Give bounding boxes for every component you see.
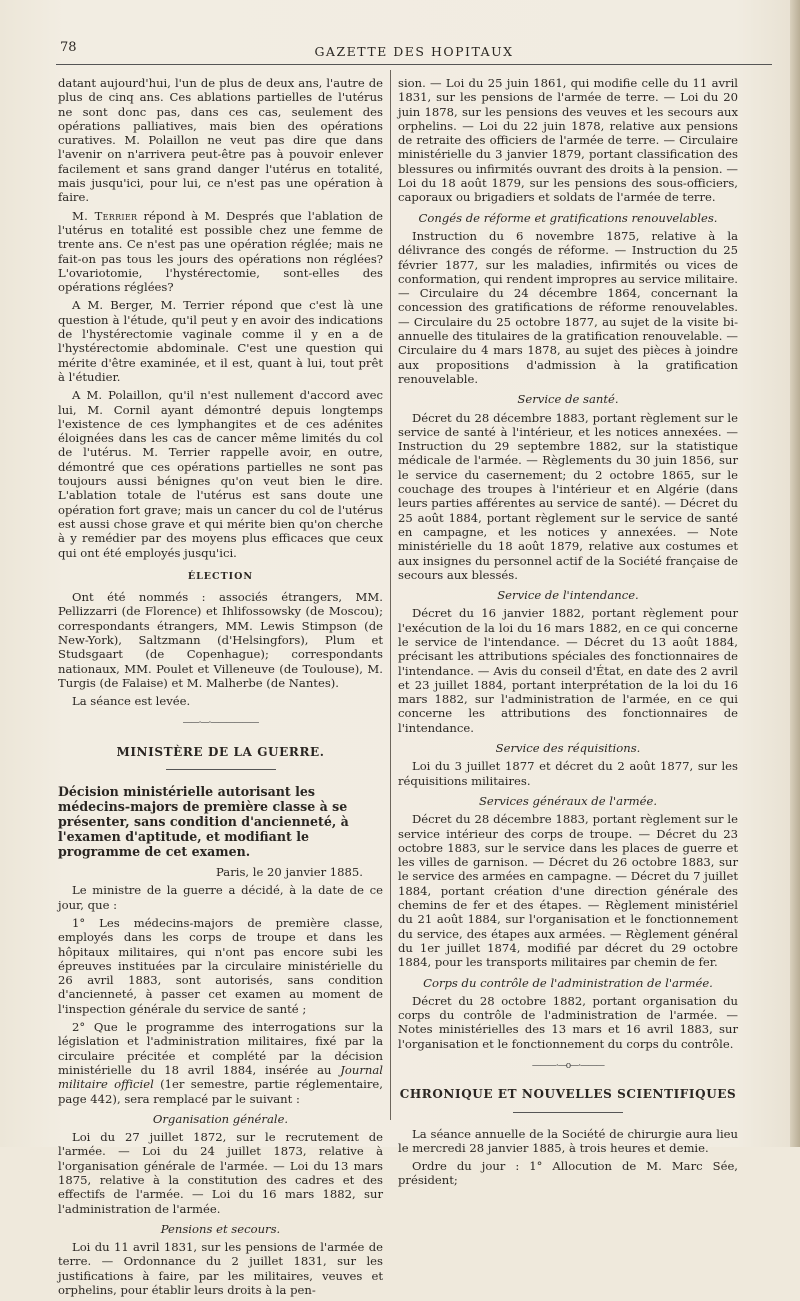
decision-title: Décision ministérielle autorisant les médecins-majors de première classe à se présenter, sans condition d'ancienneté, à l'examen d'aptitude, et modifiant le programme de cet examen. [58, 784, 349, 860]
paragraph: Décret du 28 décembre 1883, portant règlement sur le service de santé à l'intérieur, et les notices annexées. — Instruction du 29 septembre 1882, sur la statistique médicale de l'armée. — Règlements du 30 juin 1856, sur le service du casernement; du 2 octobre 1865, sur le couchage des troupes à l'intérieur et en Algérie (dans leurs parties afférentes au service de santé). — Décret du 25 août 1884, portant règlement sur le service de santé en campagne, et les notices y annexées. — Note ministérielle du 18 août 1879, relative aux costumes et aux insignes du personnel actif de la Société française de secours aux blessés. [398, 410, 738, 582]
paragraph [58, 1020, 383, 1106]
rule [166, 769, 276, 770]
paragraph: Ordre du jour : 1° Allocution de M. Marc Sée, président; [398, 1159, 738, 1188]
paragraph: La séance est levée. [72, 694, 191, 709]
subsection-heading: Organisation générale. [152, 1111, 289, 1126]
page-header [56, 38, 772, 65]
paragraph: A M. Berger, M. Terrier répond que c'est là une question à l'étude, qu'il peut y en avoir des indications de l'hystérectomie vaginale comme il y en a de l'hystérectomie abdominale. C'est une question qui mérite d'être examinée, et il est, quant à lui, tout prêt à l'étudier. [58, 298, 383, 384]
chronicle-title: CHRONIQUE ET NOUVELLES SCIENTIFIQUES [399, 1087, 737, 1102]
ornament-divider: ——·—·—————— [182, 718, 259, 729]
paragraph: Instruction du 6 novembre 1875, relative à la délivrance des congés de réforme. — Instruction du 25 février 1877, sur les maladies, infirmités ou vices de conformation, qui rendent impropres au service militaire. — Circulaire du 24 décembre 1864, concernant la concession des gratifications de réforme renouvelables. — Circulaire du 25 octobre 1877, au sujet de la visite bi-annuelle des titulaires de la gratification renouvelable. — Circulaire du 4 mars 1878, au sujet des pièces à joindre aux propositions d'admission à la gratification renouvelable. [398, 228, 738, 386]
paragraph: datant aujourd'hui, l'un de plus de deux ans, l'autre de plus de cinq ans. Ces ablations partielles de l'utérus ne sont donc pas, dans ces cas, seulement des opérations palliatives, mais bien des opérations curatives. M. Polaillon ne veut pas dire que dans l'avenir on n'arrivera peut-être pas à pouvoir enlever facilement et sans grand danger l'utérus en totalité, mais jusqu'ici, pour lui, ce n'est pas une opération à faire. [58, 76, 383, 205]
ornament-divider: ———·—o—·——— [531, 1061, 605, 1071]
page-number: 78 [60, 40, 77, 55]
running-title: GAZETTE DES HOPITAUX [314, 44, 514, 59]
paragraph: Loi du 27 juillet 1872, sur le recrutement de l'armée. — Loi du 24 juillet 1873, relative à l'organisation générale de l'armée. — Loi du 13 mars 1875, relative à la constitution des cadres et des effectifs de l'armée. — Loi du 16 mars 1882, sur l'administration de l'armée. [58, 1130, 383, 1216]
election-heading: ÉLECTION [187, 570, 254, 582]
paragraph: 1° Les médecins-majors de première classe, employés dans les corps de troupe et dans les hôpitaux militaires, qui n'ont pas encore subi les épreuves instituées par la circulaire ministérielle du 26 avril 1883, sont autorisés, sans condition d'ancienneté, à passer cet examen au moment de l'inspection générale du service de santé ; [58, 915, 383, 1016]
paragraph: Ont été nommés : associés étrangers, MM. Pellizzarri (de Florence) et Ihlifossowsky (de Moscou); correspondants étrangers, MM. Lewis Stimpson (de New-York), Saltzmann (d'Helsingfors), Plum et Studsgaart (de Copenhague); correspondants nationaux, MM. Poulet et Villeneuve (de Toulouse), M. Turgis (de Falaise) et M. Malherbe (de Nantes). [58, 590, 383, 690]
paragraph: Le ministre de la guerre a décidé, à la date de ce jour, que : [58, 883, 383, 912]
paragraph: A M. Polaillon, qu'il n'est nullement d'accord avec lui, M. Cornil ayant démontré depuis longtemps l'existence de ces lymphangites et de ces adénites éloignées dans les cas de cancer même limités du col de l'utérus. M. Terrier rappelle avoir, en outre, démontré que ces opérations partielles ne sont pas toujours aussi bénignes qu'on veut bien le dire. L'ablation totale de l'utérus est sans doute une opération fort grave; mais un cancer du col de l'utérus est aussi chose grave et qui mérite bien qu'on cherche à y remédier par des moyens plus efficaces que ceux qui ont été employés jusqu'ici. [58, 388, 383, 560]
subsection-heading: Service des réquisitions. [495, 741, 641, 756]
paragraph: Loi du 11 avril 1831, sur les pensions de l'armée de terre. — Ordonnance du 2 juillet 1831, sur les justifications à faire, par les militaires, veuves et orphelins, pour établir leurs droits à la pen- [58, 1240, 383, 1298]
paragraph: Loi du 3 juillet 1877 et décret du 2 août 1877, sur les réquisitions militaires. [398, 759, 738, 788]
left-column [58, 76, 383, 1301]
paragraph: Décret du 16 janvier 1882, portant règlement pour l'exécution de la loi du 16 mars 1882, en ce qui concerne le service de l'intendance. — Décret du 13 août 1884, précisant les attributions spéciales des fonctionnaires de l'intendance. — Avis du conseil d'État, en date des 2 avril et 23 juillet 1884, portant interprétation de la loi du 16 mars 1882, sur l'administration de l'armée, en ce qui concerne les attributions des fonctionnaires de l'intendance. [398, 606, 738, 735]
subsection-heading: Congés de réforme et gratifications renouvelables. [418, 210, 718, 225]
rule [513, 1112, 623, 1113]
speaker-name: M. Terrier [72, 208, 138, 223]
journal-title: Journal militaire officiel [58, 1062, 383, 1092]
subsection-heading: Service de l'intendance. [497, 588, 639, 603]
subsection-heading: Services généraux de l'armée. [478, 793, 658, 808]
paragraph [58, 209, 383, 295]
section-heading [58, 745, 383, 759]
subsection-heading: Pensions et secours. [160, 1221, 281, 1236]
column-divider [390, 70, 391, 1120]
subsection-heading: Corps du contrôle de l'administration de l'armée. [423, 975, 713, 990]
right-column [398, 76, 738, 1192]
chronicle-heading [398, 1087, 738, 1101]
paragraph-text: 2° Que le programme des interrogations sur la législation et l'administration militaires, fixé par la circulaire précitée et complété par la décision ministérielle du 18 avril 1884, insérée au [58, 1020, 383, 1077]
paragraph: Décret du 28 octobre 1882, portant organisation du corps du contrôle de l'administration de l'armée. — Notes ministérielles des 13 mars et 16 avril 1883, sur l'organisation et le fonctionnement du corps du contrôle. [398, 993, 738, 1051]
ministry-title: MINISTÈRE DE LA GUERRE. [116, 744, 325, 759]
page-edge-shadow [790, 0, 800, 1147]
dateline: Paris, le 20 janvier 1885. [216, 865, 363, 880]
paragraph-text: (1er semestre, partie réglementaire, page 442), sera remplacé par le suivant : [58, 1077, 383, 1106]
paragraph: sion. — Loi du 25 juin 1861, qui modifie celle du 11 avril 1831, sur les pensions de l'armée de terre. — Loi du 20 juin 1878, sur les pensions des veuves et les secours aux orphelins. — Loi du 22 juin 1878, relative aux pensions de retraite des officiers de l'armée de terre. — Circulaire ministérielle du 3 janvier 1879, portant classification des blessures ou infirmités ouvrant des droits à la pension. — Loi du 18 août 1879, sur les pensions des sous-officiers, caporaux ou brigadiers et soldats de l'armée de terre. [398, 76, 738, 205]
subsection-heading: Service de santé. [517, 392, 619, 407]
paragraph: Décret du 28 décembre 1883, portant règlement sur le service intérieur des corps de troupe. — Décret du 23 octobre 1883, sur le service dans les places de guerre et les villes de garnison. — Décret du 26 octobre 1883, sur le service des armées en campagne. — Décret du 7 juillet 1884, portant création d'une direction générale des chemins de fer et des étapes. — Règlement ministériel du 21 août 1884, sur l'organisation et le fonctionnement du service, des étapes aux armées. — Règlement général du 1er juillet 1874, modifié par décret du 29 octobre 1884, pour les transports militaires par chemin de fer. [398, 812, 738, 970]
paragraph: La séance annuelle de la Société de chirurgie aura lieu le mercredi 28 janvier 1885, à trois heures et demie. [398, 1126, 738, 1155]
paragraph-text: répond à M. Després que l'ablation de l'utérus en totalité est possible chez une femme de trente ans. Ce n'est pas une opération réglée; mais ne fait-on pas tous les jours des opérations non réglées? L'ovariotomie, l'hystérectomie, sont-elles des opérations réglées? [58, 208, 383, 295]
